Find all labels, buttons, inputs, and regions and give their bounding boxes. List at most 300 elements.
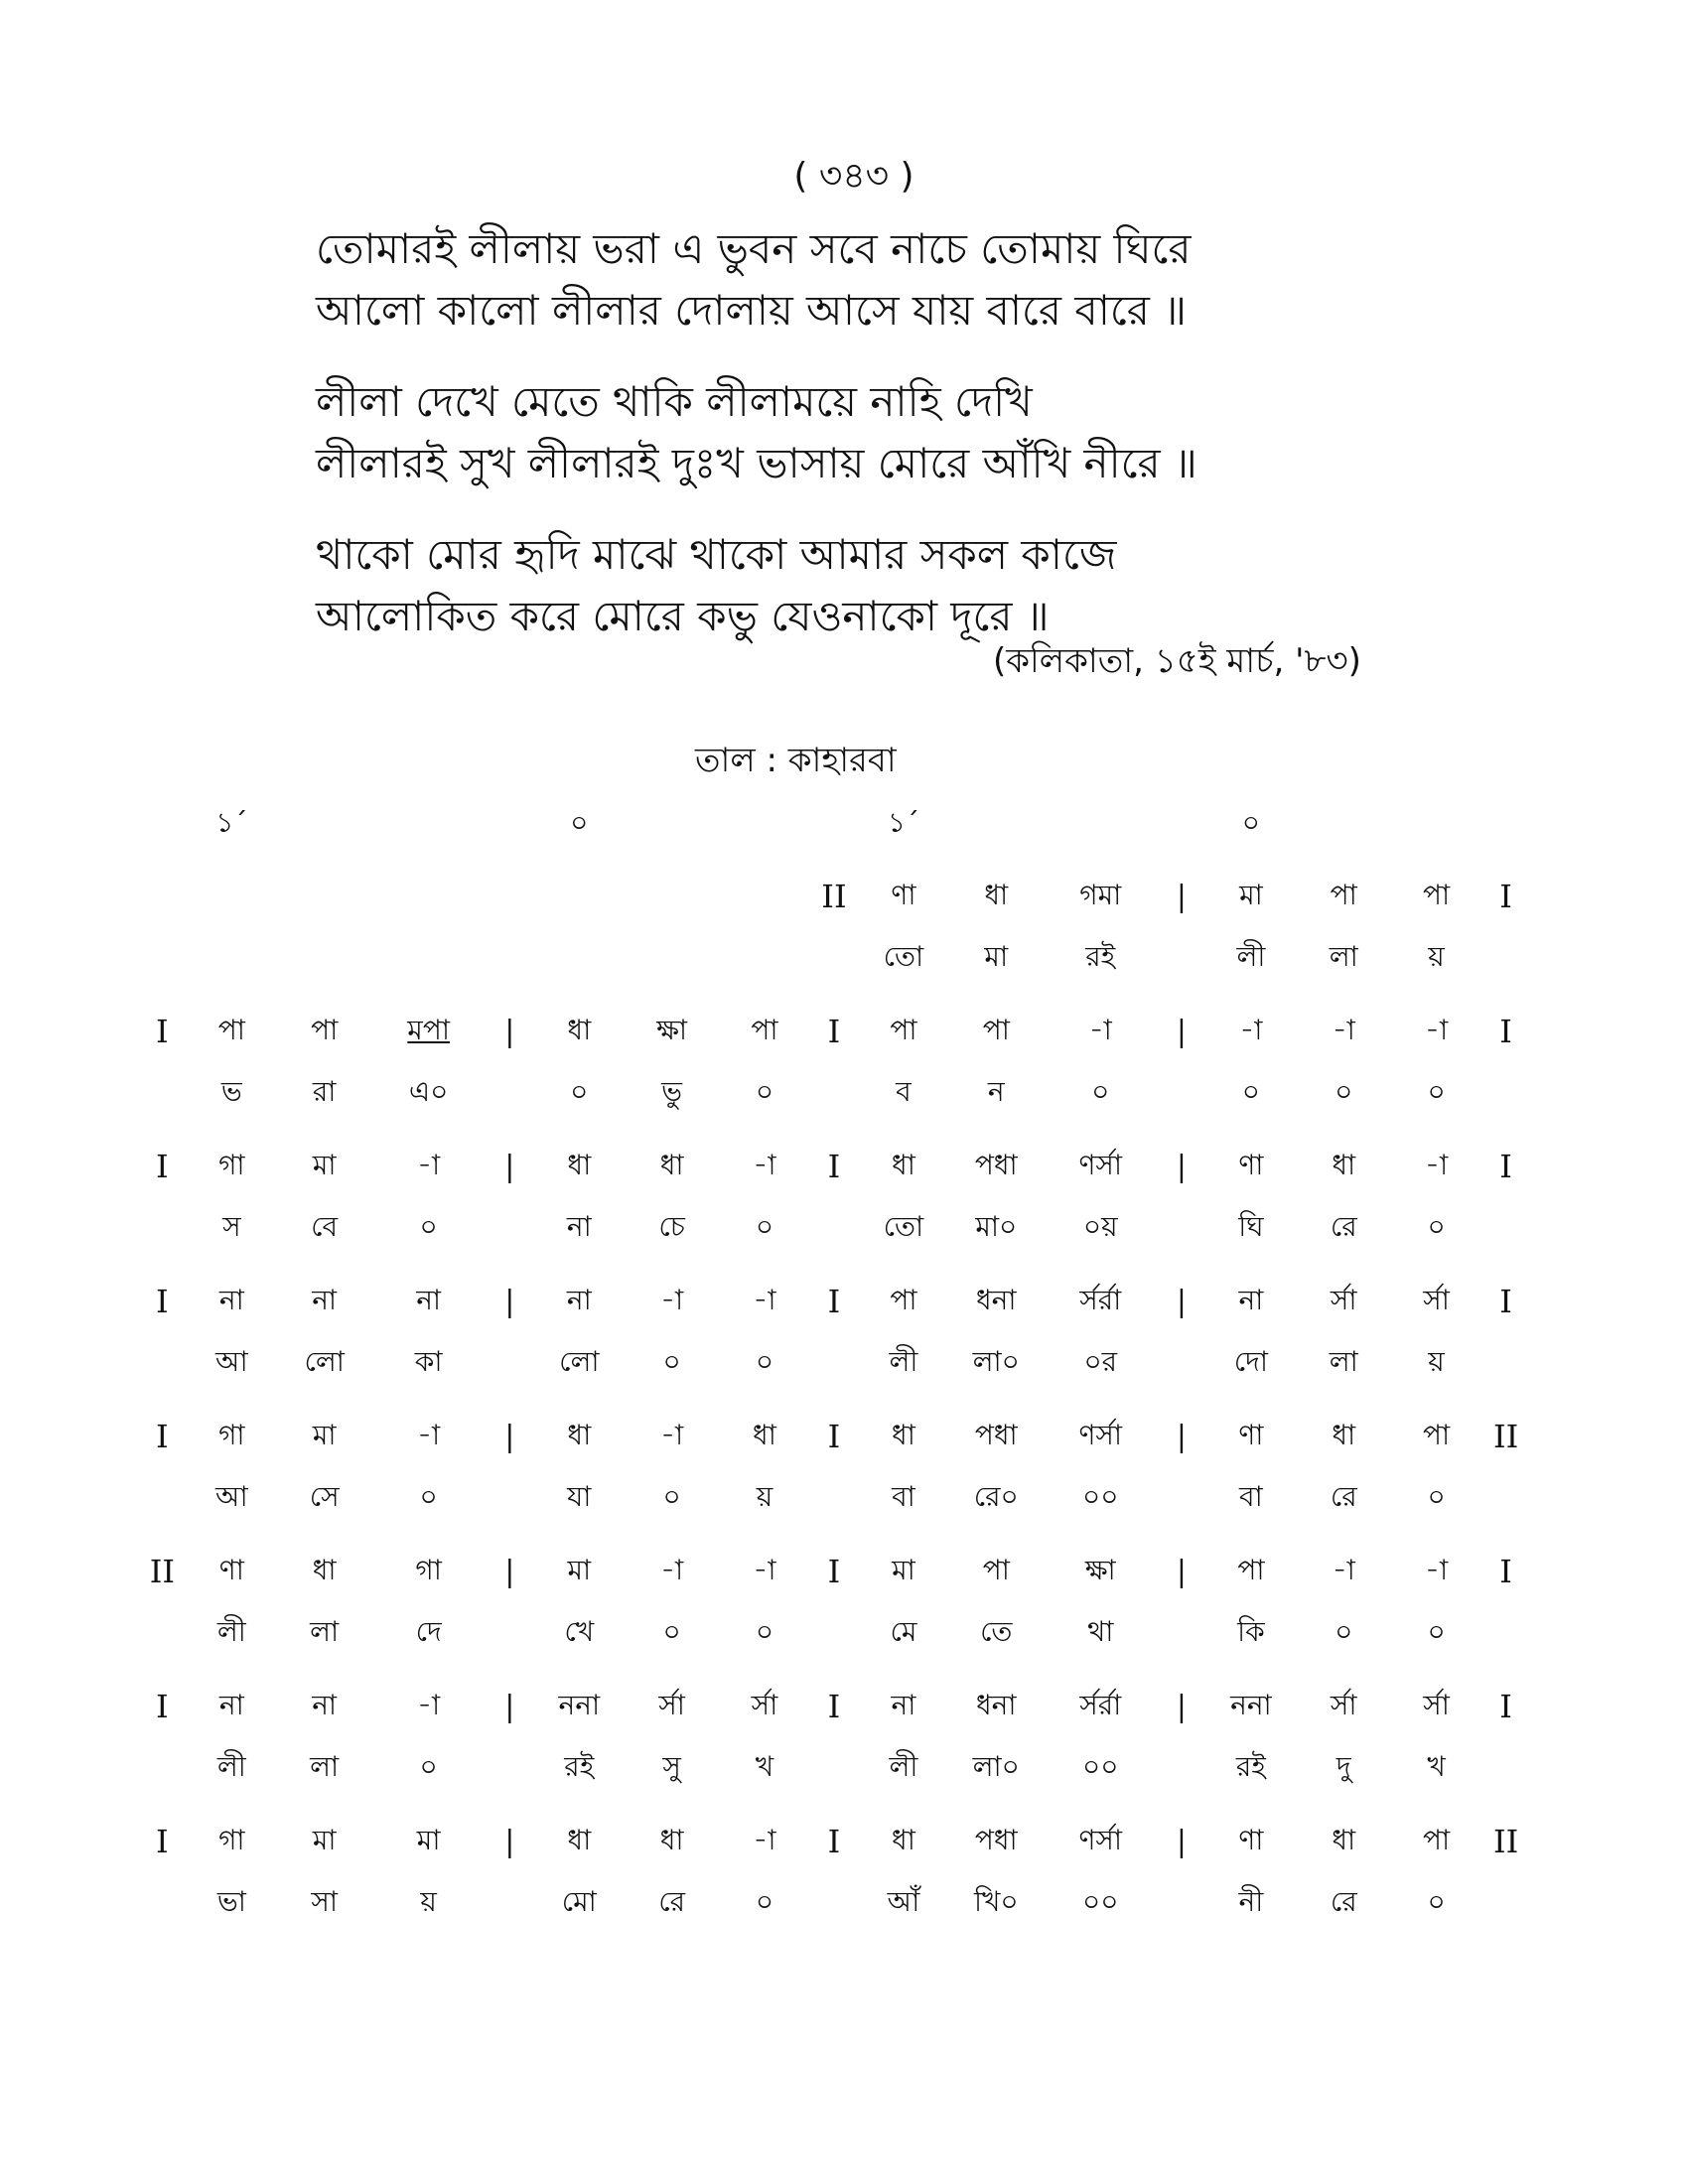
sahitya-row xyxy=(139,1332,1529,1394)
swara-note: -া xyxy=(753,1823,776,1856)
bar-line: I xyxy=(1499,1553,1512,1590)
sahitya-syllable: ০ xyxy=(755,1209,774,1243)
bar-line: I xyxy=(156,1148,169,1185)
sahitya-syllable: ০ xyxy=(570,1074,589,1108)
sahitya-syllable: স xyxy=(222,1209,241,1243)
swara-note: ধা xyxy=(567,1823,592,1856)
bar-line: I xyxy=(156,1283,169,1320)
bar-line: | xyxy=(1176,879,1187,914)
bar-line: I xyxy=(156,1823,169,1860)
sahitya-syllable: ব xyxy=(896,1074,912,1108)
sahitya-syllable: খি০ xyxy=(973,1884,1019,1918)
empty-cell xyxy=(811,1467,858,1529)
sahitya-row xyxy=(139,1737,1529,1799)
swara-note: ধা xyxy=(1332,1823,1356,1856)
bar-line: | xyxy=(1176,1284,1187,1319)
bar-line: | xyxy=(1176,1554,1187,1589)
bar-line: I xyxy=(827,1418,841,1455)
bar-line: I xyxy=(827,1013,841,1050)
bar-line: I xyxy=(1499,1283,1512,1320)
empty-cell xyxy=(278,794,370,854)
swara-note: না xyxy=(416,1283,442,1316)
empty-cell xyxy=(811,1332,858,1394)
sahitya-syllable: রে xyxy=(658,1884,685,1918)
lyrics-block xyxy=(316,218,1408,677)
empty-cell xyxy=(278,854,370,927)
sahitya-syllable: ০ xyxy=(662,1614,681,1648)
swara-note: -া xyxy=(417,1148,441,1181)
bar-line: | xyxy=(504,1554,515,1589)
sahitya-row xyxy=(139,927,1529,989)
swara-note: মা xyxy=(312,1148,337,1181)
swara-note: -া xyxy=(1425,1013,1449,1046)
sahitya-syllable: ০ xyxy=(1241,1074,1260,1108)
bar-line: I xyxy=(1499,1688,1512,1725)
empty-cell xyxy=(811,1737,858,1799)
sahitya-syllable: তো xyxy=(883,1209,924,1243)
sahitya-syllable: ০ xyxy=(419,1479,438,1513)
sahitya-syllable: যা xyxy=(567,1479,592,1513)
swara-note: পা xyxy=(982,1013,1010,1046)
swara-note: না xyxy=(566,1283,592,1316)
sahitya-syllable: ০য় xyxy=(1082,1209,1118,1243)
bar-line: | xyxy=(504,1284,515,1319)
beat-mark: ০ xyxy=(1241,805,1260,839)
swara-row xyxy=(139,854,1529,927)
lyric-line: আলো কালো লীলার দোলায় আসে যায় বারে বারে ॥ xyxy=(316,286,1188,335)
sahitya-syllable: ০ xyxy=(419,1749,438,1783)
empty-cell xyxy=(626,794,718,854)
sahitya-row xyxy=(139,1467,1529,1529)
swara-note: র্সর্রা xyxy=(1079,1688,1122,1721)
swara-row xyxy=(139,1259,1529,1332)
empty-cell xyxy=(1482,1467,1529,1529)
beat-mark: ০ xyxy=(570,805,589,839)
empty-cell xyxy=(1482,794,1529,854)
swara-note: -া xyxy=(660,1283,684,1316)
swara-row xyxy=(139,1124,1529,1197)
sahitya-row xyxy=(139,1197,1529,1259)
swara-row xyxy=(139,1529,1529,1602)
bar-line: II xyxy=(149,1553,175,1590)
sahitya-syllable: ০ xyxy=(755,1614,774,1648)
swara-note: ণর্সা xyxy=(1078,1148,1123,1181)
swara-note: র্সা xyxy=(1423,1283,1450,1316)
sahitya-syllable: বা xyxy=(892,1479,915,1513)
sahitya-syllable: য় xyxy=(756,1479,774,1513)
sahitya-syllable: লী xyxy=(216,1614,246,1648)
empty-cell xyxy=(487,1197,533,1259)
swara-note: র্সা xyxy=(1423,1688,1450,1721)
sahitya-syllable: য় xyxy=(1428,1344,1445,1378)
empty-cell xyxy=(1482,1737,1529,1799)
swara-note: -া xyxy=(753,1553,776,1586)
empty-cell xyxy=(1482,927,1529,989)
sahitya-syllable: ভু xyxy=(661,1074,683,1108)
sahitya-row xyxy=(139,1062,1529,1124)
swara-note: ক্ষা xyxy=(656,1013,688,1046)
sahitya-syllable: দু xyxy=(1336,1749,1351,1783)
empty-cell xyxy=(186,854,278,927)
sahitya-syllable: দে xyxy=(415,1614,442,1648)
sahitya-syllable: ০ xyxy=(1427,1209,1446,1243)
swara-note: ধনা xyxy=(975,1283,1017,1316)
sahitya-syllable: লো xyxy=(559,1344,600,1378)
empty-cell xyxy=(139,1737,186,1799)
empty-cell xyxy=(1482,1872,1529,1934)
swara-note: পধা xyxy=(974,1823,1018,1856)
swara-note: পা xyxy=(311,1013,339,1046)
swara-note: -া xyxy=(753,1148,776,1181)
sahitya-row xyxy=(139,1602,1529,1664)
sahitya-syllable: দো xyxy=(1233,1344,1268,1378)
swara-note: ক্ষা xyxy=(1084,1553,1116,1586)
sahitya-syllable: লা xyxy=(310,1749,340,1783)
empty-cell xyxy=(139,1062,186,1124)
sahitya-syllable: কি xyxy=(1237,1614,1265,1648)
lyric-line: তোমারই লীলায় ভরা এ ভুবন সবে নাচে তোমায় ঘিরে xyxy=(316,224,1192,273)
sahitya-syllable: বে xyxy=(311,1209,339,1243)
sahitya-syllable: রই xyxy=(564,1749,595,1783)
lyrics-stanza xyxy=(316,371,1408,494)
swara-note: পা xyxy=(890,1283,917,1316)
empty-cell xyxy=(487,1602,533,1664)
sahitya-syllable: ০০ xyxy=(1082,1479,1119,1513)
sahitya-syllable: ০ xyxy=(1335,1614,1353,1648)
swara-note: গা xyxy=(415,1553,442,1586)
sahitya-syllable: ০ xyxy=(755,1344,774,1378)
empty-cell xyxy=(811,927,858,989)
bar-line: I xyxy=(827,1553,841,1590)
swara-note: ধা xyxy=(659,1823,684,1856)
sahitya-syllable: ০ xyxy=(662,1344,681,1378)
swara-note: ধা xyxy=(567,1148,592,1181)
sahitya-syllable: মো xyxy=(561,1884,597,1918)
sahitya-syllable: মে xyxy=(890,1614,917,1648)
bar-line: II xyxy=(821,878,847,915)
sahitya-syllable: রে xyxy=(1330,1479,1357,1513)
swara-note: ননা xyxy=(558,1688,601,1721)
empty-cell xyxy=(278,927,370,989)
swara-note: গা xyxy=(218,1418,245,1451)
beat-mark: ১´ xyxy=(887,805,920,839)
bar-line: | xyxy=(504,1014,515,1049)
swara-note: ণা xyxy=(1238,1148,1264,1181)
swara-note: না xyxy=(218,1688,244,1721)
swara-note: ননা xyxy=(1230,1688,1272,1721)
swara-note: গা xyxy=(218,1148,245,1181)
sahitya-syllable: লী xyxy=(216,1749,246,1783)
swara-note: ধা xyxy=(753,1418,776,1451)
empty-cell xyxy=(626,927,718,989)
sahitya-syllable: রা xyxy=(312,1074,337,1108)
empty-cell xyxy=(1298,794,1390,854)
bar-line: I xyxy=(1499,1013,1512,1050)
swara-note: না xyxy=(218,1283,244,1316)
swara-note: মপা xyxy=(407,1013,450,1046)
sahitya-syllable: লী xyxy=(889,1749,918,1783)
swara-note: পধা xyxy=(974,1148,1018,1181)
swara-note: -া xyxy=(1088,1013,1112,1046)
sahitya-syllable: ০ xyxy=(419,1209,438,1243)
lyric-line: আলোকিত করে মোরে কভু যেওনাকো দূরে ॥ xyxy=(316,592,1050,640)
swara-note: ধনা xyxy=(975,1688,1017,1721)
bar-line: II xyxy=(1492,1418,1519,1455)
sahitya-syllable: ০ xyxy=(1335,1074,1353,1108)
sahitya-syllable: এ০ xyxy=(408,1074,449,1108)
swara-note: র্সা xyxy=(1330,1283,1357,1316)
empty-cell xyxy=(811,1872,858,1934)
swara-note: ধা xyxy=(312,1553,337,1586)
empty-cell xyxy=(1159,1602,1205,1664)
bar-line: | xyxy=(1176,1014,1187,1049)
sahitya-syllable: রে০ xyxy=(973,1479,1019,1513)
swara-note: মা xyxy=(1239,878,1263,911)
sahitya-syllable: ০ xyxy=(1427,1614,1446,1648)
empty-cell xyxy=(139,794,186,854)
bar-line: | xyxy=(1176,1149,1187,1184)
swara-note: ণর্সা xyxy=(1078,1823,1123,1856)
sahitya-syllable: খ xyxy=(1427,1749,1446,1783)
swara-note: র্সা xyxy=(658,1688,685,1721)
bar-line: | xyxy=(504,1824,515,1859)
bar-line: I xyxy=(827,1823,841,1860)
sahitya-syllable: লা xyxy=(310,1614,340,1648)
empty-cell xyxy=(811,794,858,854)
bar-line: I xyxy=(1499,1148,1512,1185)
lyrics-stanza xyxy=(316,218,1408,341)
sahitya-syllable: সে xyxy=(309,1479,340,1513)
swara-note: -া xyxy=(417,1418,441,1451)
swara-note: পা xyxy=(751,1013,778,1046)
empty-cell xyxy=(370,794,487,854)
bar-line: I xyxy=(1499,878,1512,915)
swara-note: পা xyxy=(890,1013,917,1046)
swara-note: মা xyxy=(567,1553,592,1586)
swara-note: মা xyxy=(416,1823,441,1856)
swara-note: না xyxy=(312,1688,338,1721)
empty-cell xyxy=(487,794,533,854)
swara-note: ণর্সা xyxy=(1078,1418,1123,1451)
swara-note: পা xyxy=(1422,1823,1451,1856)
sahitya-syllable: য় xyxy=(420,1884,437,1918)
beat-mark: ১´ xyxy=(215,805,248,839)
sahitya-syllable: নী xyxy=(1238,1884,1264,1918)
empty-cell xyxy=(487,1467,533,1529)
empty-cell xyxy=(139,1602,186,1664)
sahitya-syllable: রে xyxy=(1330,1209,1357,1243)
sahitya-syllable: কা xyxy=(414,1344,443,1378)
swara-note: মা xyxy=(312,1418,337,1451)
sahitya-syllable: লা০ xyxy=(972,1344,1020,1378)
sahitya-syllable: রই xyxy=(1085,939,1116,973)
empty-cell xyxy=(1482,1602,1529,1664)
sahitya-syllable: বা xyxy=(1239,1479,1263,1513)
sahitya-syllable: খ xyxy=(755,1749,774,1783)
empty-cell xyxy=(1159,1062,1205,1124)
lyric-line: থাকো মোর হৃদি মাঝে থাকো আমার সকল কাজে xyxy=(316,530,1117,579)
sahitya-syllable: ০০ xyxy=(1082,1749,1119,1783)
sahitya-syllable: আ xyxy=(214,1344,248,1378)
empty-cell xyxy=(811,1062,858,1124)
sahitya-syllable: ভ xyxy=(220,1074,242,1108)
sahitya-syllable: মা xyxy=(984,939,1009,973)
swara-note: পা xyxy=(1237,1553,1265,1586)
sahitya-syllable: ঘি xyxy=(1238,1209,1264,1243)
sahitya-syllable: সা xyxy=(311,1884,338,1918)
empty-cell xyxy=(718,927,810,989)
empty-cell xyxy=(186,927,278,989)
composition-date: (কলিকাতা, ১৫ই মার্চ, '৮৩) xyxy=(993,641,1361,681)
bar-line: | xyxy=(504,1689,515,1724)
empty-cell xyxy=(487,1737,533,1799)
swara-note: ধা xyxy=(567,1013,592,1046)
empty-cell xyxy=(1482,1332,1529,1394)
swara-note: -া xyxy=(1239,1013,1263,1046)
empty-cell xyxy=(1482,1197,1529,1259)
sahitya-syllable: রই xyxy=(1235,1749,1266,1783)
swara-note: র্সর্রা xyxy=(1079,1283,1122,1316)
sahitya-syllable: থা xyxy=(1087,1614,1114,1648)
swara-note: মা xyxy=(892,1553,915,1586)
bar-line: I xyxy=(827,1688,841,1725)
empty-cell xyxy=(139,854,186,927)
swara-note: পা xyxy=(982,1553,1010,1586)
sahitya-syllable: চে xyxy=(658,1209,685,1243)
sahitya-syllable: আ xyxy=(214,1479,248,1513)
swara-row xyxy=(139,1394,1529,1467)
empty-cell xyxy=(370,927,487,989)
notation-grid xyxy=(139,794,1529,1934)
bar-line: | xyxy=(1176,1419,1187,1454)
swara-note: -া xyxy=(1332,1553,1355,1586)
swara-note: -া xyxy=(1425,1553,1449,1586)
swara-note: ধা xyxy=(659,1148,684,1181)
empty-cell xyxy=(139,1332,186,1394)
swara-row xyxy=(139,989,1529,1062)
sahitya-syllable: তো xyxy=(883,939,924,973)
swara-note: পধা xyxy=(974,1418,1018,1451)
empty-cell xyxy=(487,854,533,927)
swara-note: র্সা xyxy=(1330,1688,1357,1721)
swara-note: ধা xyxy=(1332,1418,1356,1451)
empty-cell xyxy=(487,1332,533,1394)
empty-cell xyxy=(1043,794,1159,854)
swara-note: -া xyxy=(417,1688,441,1721)
sahitya-syllable: ০ xyxy=(1427,1479,1446,1513)
bar-line: | xyxy=(504,1419,515,1454)
swara-note: না xyxy=(1238,1283,1264,1316)
tala-label: তাল : কাহারবা xyxy=(695,741,897,780)
swara-note: ণা xyxy=(1238,1418,1264,1451)
sahitya-syllable: ০ xyxy=(1091,1074,1110,1108)
swara-note: না xyxy=(891,1688,916,1721)
sahitya-syllable: ০ xyxy=(755,1074,774,1108)
empty-cell xyxy=(487,927,533,989)
empty-cell xyxy=(370,854,487,927)
swara-note: গা xyxy=(218,1823,245,1856)
empty-cell xyxy=(1159,1197,1205,1259)
sahitya-syllable: ০ xyxy=(755,1884,774,1918)
swara-note: -া xyxy=(1425,1148,1449,1181)
sahitya-syllable: আঁ xyxy=(887,1884,920,1918)
sahitya-syllable: ০ xyxy=(662,1479,681,1513)
empty-cell xyxy=(139,927,186,989)
empty-cell xyxy=(1482,1062,1529,1124)
bar-line: II xyxy=(1492,1823,1519,1860)
bar-line: I xyxy=(156,1418,169,1455)
swara-note: ধা xyxy=(892,1418,915,1451)
empty-cell xyxy=(1390,794,1482,854)
empty-cell xyxy=(811,1602,858,1664)
bar-line: I xyxy=(156,1688,169,1725)
empty-cell xyxy=(811,1197,858,1259)
sahitya-syllable: ০০ xyxy=(1082,1884,1119,1918)
empty-cell xyxy=(1159,794,1205,854)
sahitya-syllable: লা০ xyxy=(972,1749,1020,1783)
sahitya-syllable: লী xyxy=(1236,939,1266,973)
empty-cell xyxy=(139,1197,186,1259)
sahitya-syllable: মা০ xyxy=(975,1209,1018,1243)
sahitya-syllable: লা xyxy=(1329,1344,1358,1378)
swara-row xyxy=(139,1799,1529,1872)
sahitya-syllable: ০ xyxy=(1427,1074,1446,1108)
swara-note: পা xyxy=(1330,878,1357,911)
bar-line: | xyxy=(504,1149,515,1184)
sahitya-syllable: লী xyxy=(889,1344,918,1378)
empty-cell xyxy=(718,794,810,854)
sahitya-syllable: সু xyxy=(662,1749,681,1783)
swara-note: ধা xyxy=(567,1418,592,1451)
sahitya-row xyxy=(139,1872,1529,1934)
empty-cell xyxy=(487,1062,533,1124)
empty-cell xyxy=(626,854,718,927)
bar-line: I xyxy=(827,1283,841,1320)
empty-cell xyxy=(487,1872,533,1934)
swara-note: পা xyxy=(1422,878,1451,911)
empty-cell xyxy=(1159,927,1205,989)
empty-cell xyxy=(1159,1872,1205,1934)
empty-cell xyxy=(1159,1467,1205,1529)
empty-cell xyxy=(139,1467,186,1529)
bar-line: I xyxy=(156,1013,169,1050)
bar-line: | xyxy=(1176,1824,1187,1859)
swara-note: ণা xyxy=(1238,1823,1264,1856)
sahitya-syllable: লা xyxy=(1329,939,1358,973)
lyrics-stanza xyxy=(316,524,1408,647)
swara-note: -া xyxy=(753,1283,776,1316)
swara-note: ধা xyxy=(892,1148,915,1181)
lyric-line: লীলা দেখে মেতে থাকি লীলাময়ে নাহি দেখি xyxy=(316,377,1033,426)
empty-cell xyxy=(533,927,626,989)
empty-cell xyxy=(1159,1332,1205,1394)
swara-note: -া xyxy=(660,1418,684,1451)
sahitya-syllable: ন xyxy=(987,1074,1005,1108)
swara-note: মা xyxy=(312,1823,337,1856)
sahitya-syllable: না xyxy=(566,1209,592,1243)
swara-note: পা xyxy=(217,1013,245,1046)
empty-cell xyxy=(718,854,810,927)
sahitya-syllable: রে xyxy=(1330,1884,1357,1918)
swara-note: ধা xyxy=(1332,1148,1356,1181)
swara-note: র্সা xyxy=(751,1688,778,1721)
sahitya-syllable: ভা xyxy=(216,1884,246,1918)
lyric-line: লীলারই সুখ লীলারই দুঃখ ভাসায় মোরে আঁখি নীরে ॥ xyxy=(316,439,1197,487)
sahitya-syllable: য় xyxy=(1428,939,1445,973)
sahitya-syllable: খে xyxy=(564,1614,595,1648)
swara-note: -া xyxy=(1332,1013,1355,1046)
swara-note: ধা xyxy=(984,878,1009,911)
